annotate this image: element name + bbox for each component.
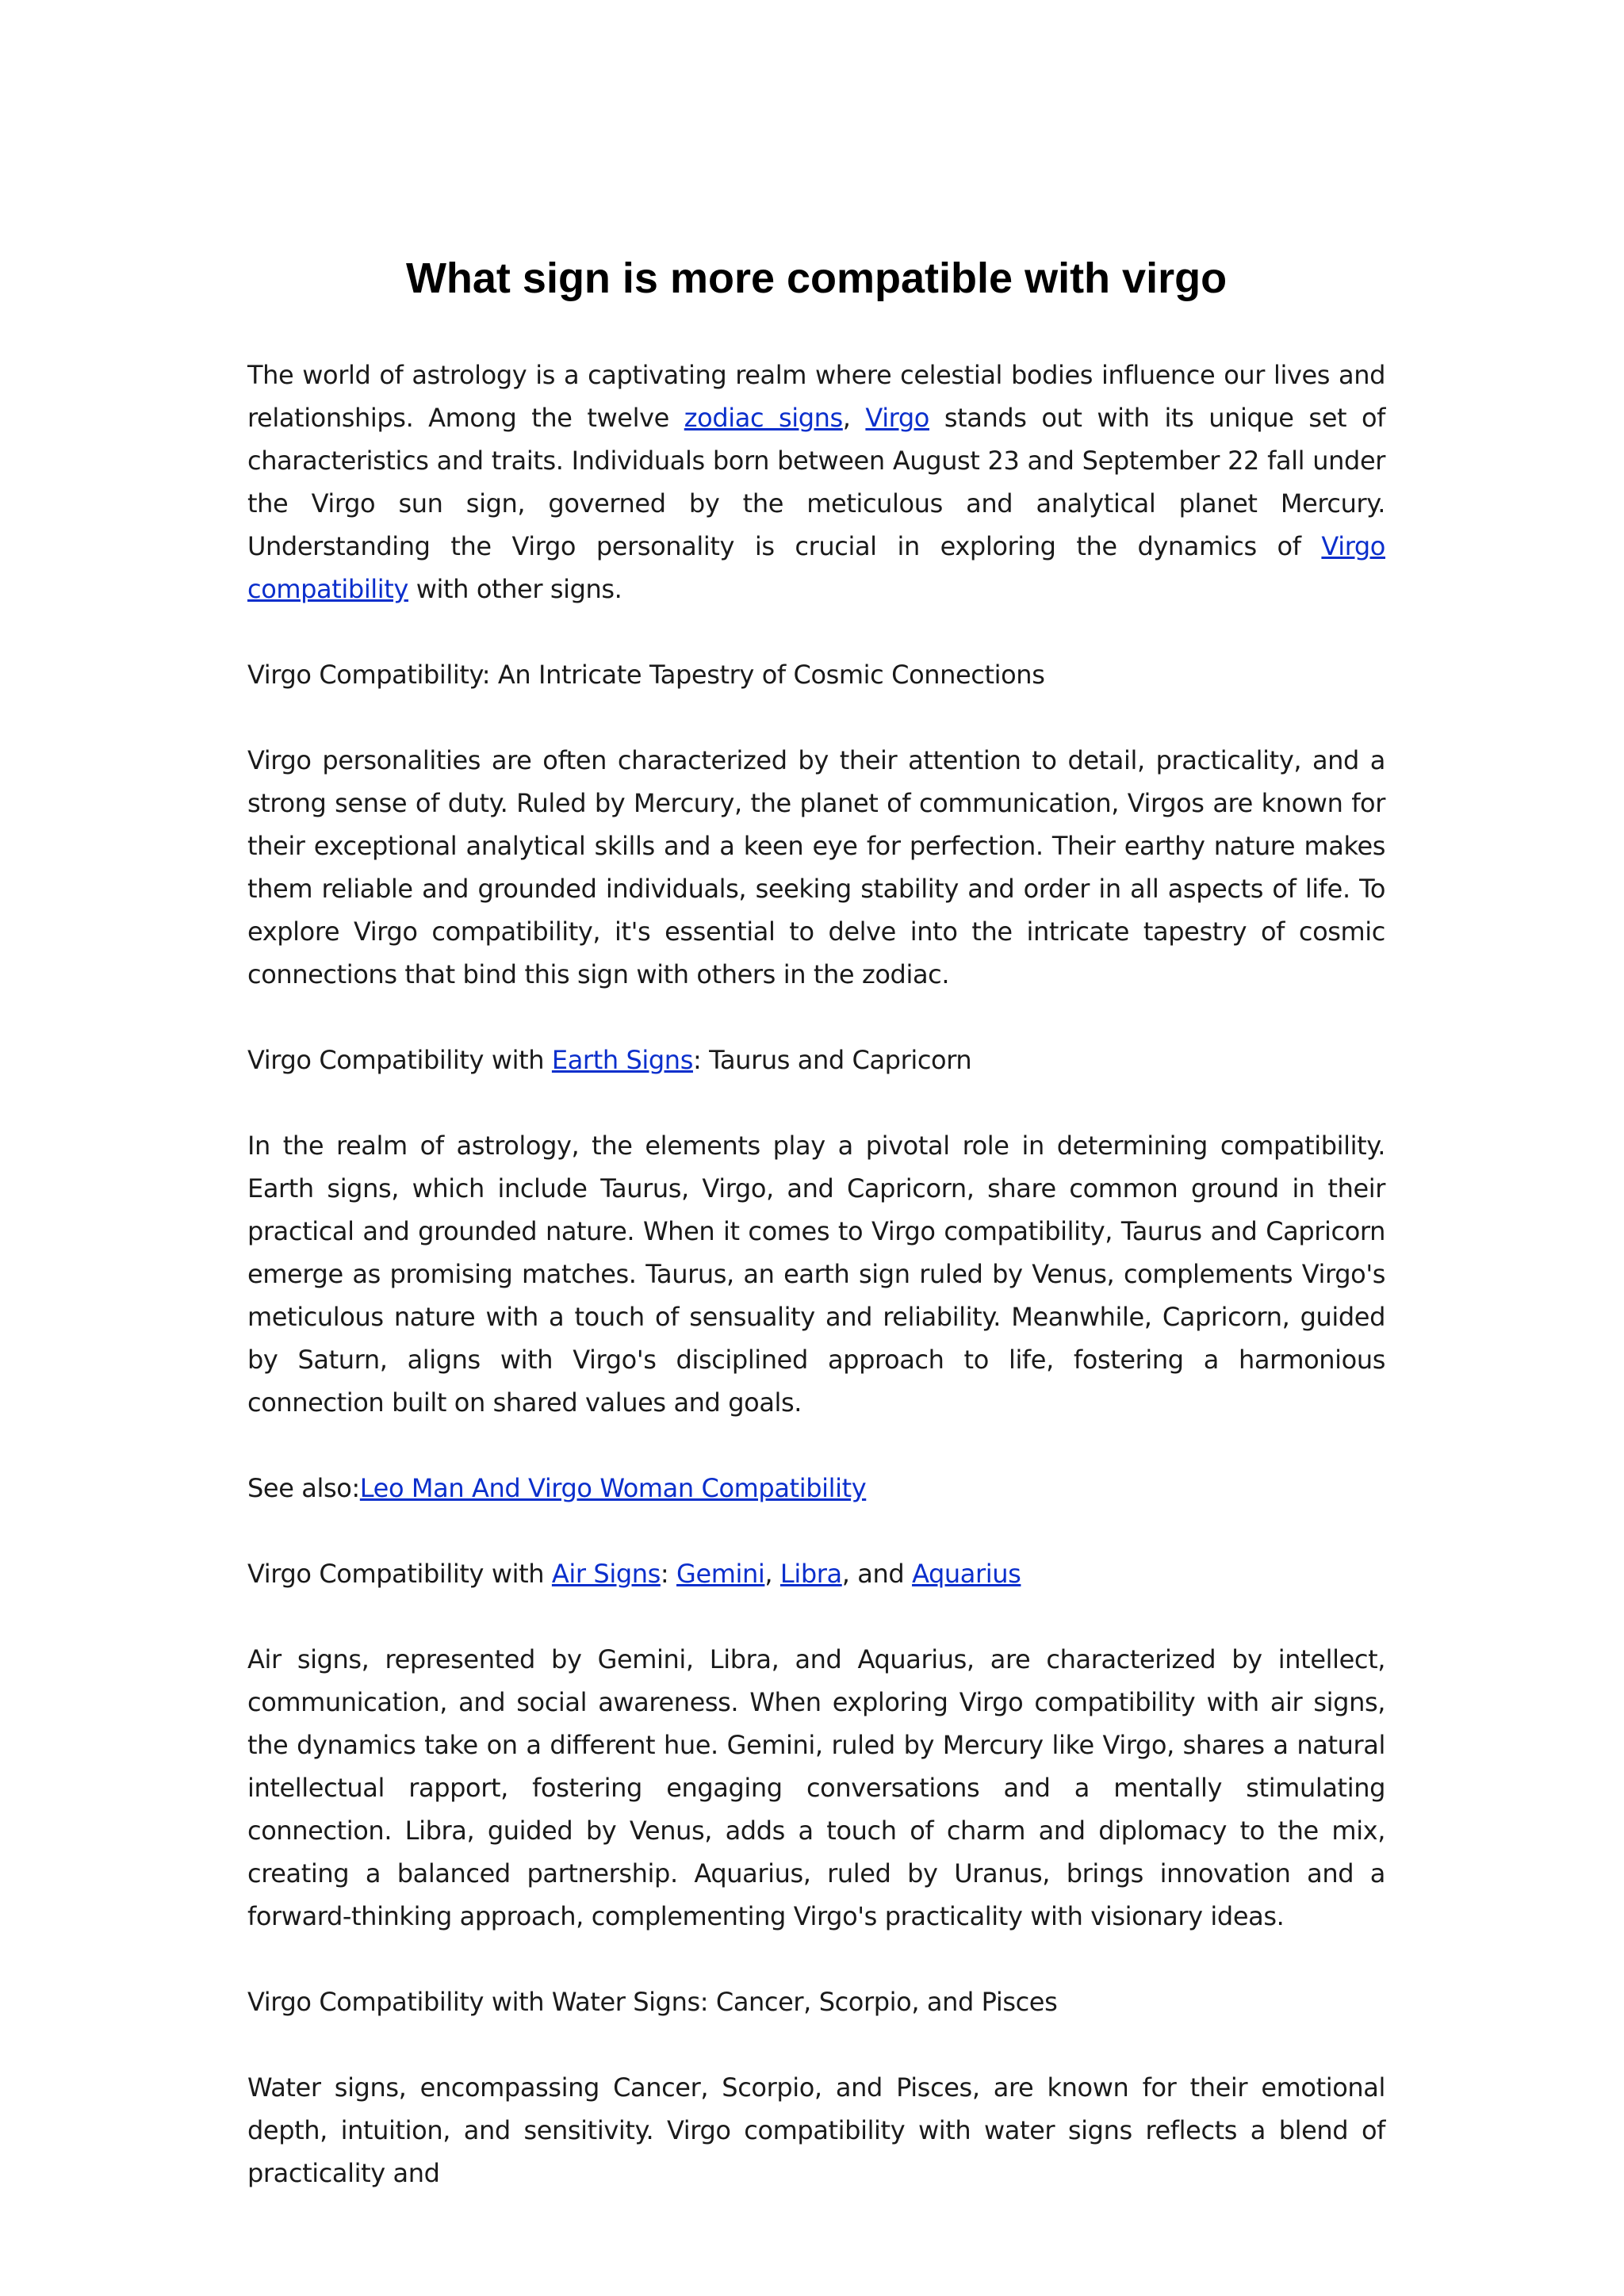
section-heading-water: Virgo Compatibility with Water Signs: Cancer, Scorpio, and Pisces bbox=[247, 1987, 1058, 2017]
aquarius-link[interactable]: Aquarius bbox=[912, 1559, 1021, 1589]
earth-signs-link[interactable]: Earth Signs bbox=[551, 1045, 693, 1075]
intro-paragraph: The world of astrology is a captivating realm where celestial bodies influence our lives and relationships. Among the twelve zodiac signs, Virgo stands out with its unique set of characteristics and traits. Individuals born between August 23 and September 22 fall under the Virgo sun sign, governed by the meticulous and analytical planet Mercury. Understanding the Virgo personality is crucial in exploring the dynamics of Virgo compatibility with other signs. bbox=[247, 360, 1386, 604]
virgo-link[interactable]: Virgo bbox=[865, 403, 929, 433]
libra-link[interactable]: Libra bbox=[779, 1559, 842, 1589]
virgo-compatibility-link[interactable]: Virgo compatibility bbox=[247, 531, 1385, 604]
section-heading-air: Virgo Compatibility with Air Signs: Gemini, Libra, and Aquarius bbox=[247, 1559, 1021, 1589]
personality-paragraph: Virgo personalities are often characterized by their attention to detail, practicality, and a strong sense of duty. Ruled by Mercury, the planet of communication, Virgos are known for their exceptional analytical skills and a keen eye for perfection. Their earthy nature makes them reliable and grounded individuals, seeking stability and order in all aspects of life. To explore Virgo compatibility, it's essential to delve into the intricate tapestry of cosmic connections that bind this sign with others in the zodiac. bbox=[247, 745, 1385, 989]
section-heading-tapestry: Virgo Compatibility: An Intricate Tapestry of Cosmic Connections bbox=[247, 660, 1045, 690]
section-heading-earth: Virgo Compatibility with Earth Signs: Taurus and Capricorn bbox=[247, 1045, 972, 1075]
zodiac-signs-link[interactable]: zodiac signs bbox=[684, 403, 843, 433]
see-also: See also:Leo Man And Virgo Woman Compatibility bbox=[247, 1473, 867, 1503]
earth-signs-paragraph: In the realm of astrology, the elements play a pivotal role in determining compatibility. Earth signs, which include Taurus, Virgo, and Capricorn, share common ground in their practical and grounded nature. When it comes to Virgo compatibility, Taurus and Capricorn emerge as promising matches. Taurus, an earth sign ruled by Venus, complements Virgo's meticulous nature with a touch of sensuality and reliability. Meanwhile, Capricorn, guided by Saturn, aligns with Virgo's disciplined approach to life, fostering a harmonious connection built on shared values and goals. bbox=[247, 1131, 1385, 1418]
gemini-link[interactable]: Gemini bbox=[676, 1559, 765, 1589]
see-also-link[interactable]: Leo Man And Virgo Woman Compatibility bbox=[359, 1473, 867, 1503]
page-title: What sign is more compatible with virgo bbox=[405, 254, 1228, 302]
air-signs-paragraph: Air signs, represented by Gemini, Libra, and Aquarius, are characterized by intellect, communication, and social awareness. When exploring Virgo compatibility with air signs, the dynamics take on a different hue. Gemini, ruled by Mercury like Virgo, shares a natural intellectual rapport, fostering engaging conversations and a mentally stimulating connection. Libra, guided by Venus, adds a touch of charm and diplomacy to the mix, creating a balanced partnership. Aquarius, ruled by Uranus, brings innovation and a forward-thinking approach, complementing Virgo's practicality with visionary ideas. bbox=[247, 1644, 1385, 1931]
water-signs-paragraph: Water signs, encompassing Cancer, Scorpio, and Pisces, are known for their emotional depth, intuition, and sensitivity. Virgo compatibility with water signs reflects a blend of practicality and bbox=[247, 2072, 1385, 2188]
air-signs-link[interactable]: Air Signs bbox=[551, 1559, 661, 1589]
article-body bbox=[247, 252, 1385, 2195]
